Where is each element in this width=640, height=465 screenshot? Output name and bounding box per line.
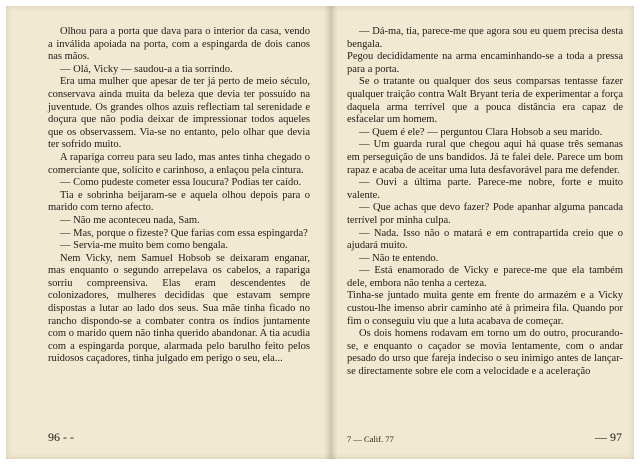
paragraph: — Como pudeste cometer essa loucura? Podias ter caído. <box>60 177 302 189</box>
paragraph: — Mas, porque o fizeste? Que farias com essa espingarda? <box>60 227 308 239</box>
right-page-number: — 97 <box>595 430 622 444</box>
right-page-text <box>347 26 623 379</box>
paragraph: Nem Vicky, nem Samuel Hobsob se deixaram enganar, mas enquanto o segundo arrepelava os cabelos, a rapariga sorriu compreensiva. Elas eram descendentes de colonizadores, mulheres decididas que estavam sempre dispostas a lutar ao lado dos seus. Sua mãe tinha ficado no rancho dispondo-se a combater contra os índios juntamente com o marido quem não tinha querido abandonar. A tia acudia com a espingarda porque, alarmada pelo barulho feito pelos ruidosos caçadores, tinha julgado em perigo o seu, ela... <box>48 252 310 365</box>
paragraph: — Servia-me muito bem como bengala. <box>60 240 228 252</box>
paragraph: — Não te entendo. <box>359 252 439 264</box>
paragraph: — Olá, Vicky — saudou-a a tia sorrindo. <box>60 63 233 75</box>
paragraph: — Que achas que devo fazer? Pode apanhar alguma pancada terrível por minha culpa. <box>347 202 623 226</box>
paragraph: — Está enamorado de Vicky e parece-me que ela também dele, embora não tenha a certeza. <box>347 265 623 289</box>
paragraph: Olhou para a porta que dava para o interior da casa, vendo a inválida apoiada na porta, com a espingarda de dois canos nas mãos. <box>48 26 310 63</box>
paragraph: A rapariga correu para seu lado, mas antes tinha chegado o comerciante que, solícito e carinhoso, a enlaçou pela cintura. <box>48 151 310 176</box>
paragraph: — Quem é ele? — perguntou Clara Hobsob a seu marido. <box>359 126 603 138</box>
paragraph: Se o tratante ou qualquer dos seus comparsas tentasse fazer qualquer traição contra Walt Bryant teria de experimentar a força daquela arma terrível que a pouca distância era capaz de esfacelar um homem. <box>347 76 623 126</box>
left-page <box>6 6 324 459</box>
paragraph: Os dois homens rodavam em torno um do outro, procurando-se, e enquanto o caçador se movia lentamente, com o andar pesado do urso que fareja indeciso o seu inimigo antes de lançar-se directamente sobre ele com a velocidade e a aceleração <box>347 328 623 378</box>
paragraph: — Dá-ma, tia, parece-me que agora sou eu quem precisa desta bengala. <box>347 26 623 50</box>
paragraph: — Nada. Isso não o matará e em contrapartida creio que o ajudará muito. <box>347 227 623 252</box>
paragraph: Era uma mulher que apesar de ter já perto de meio século, conservava ainda muita da beleza que devia ter possuído na juventude. Os grandes olhos azuis reflectiam tal serenidade e doçura que não podia deixar de impressionar todos aqueles que os observassem. Via-se no entanto, pelo olhar que devia ter sofrido muito. <box>48 76 310 151</box>
paragraph: — Um guarda rural que chegou aqui há quase três semanas em perseguição de uns bandidos. Já te falei dele. Parece um bom rapaz e acaba de aceitar uma luta desfavorável para me defender. <box>347 139 623 176</box>
left-page-number: 96 - - <box>48 430 74 444</box>
paragraph: Pegou decididamente na arma encaminhando-se a toda a pressa para a porta. <box>347 51 623 75</box>
right-page <box>336 6 634 459</box>
left-page-text <box>48 26 310 366</box>
book-spread <box>6 6 634 459</box>
printer-signature: 7 — Calif. 77 <box>347 434 394 444</box>
paragraph: Tia e sobrinha beijaram-se e aquela olhou depois para o marido com terno afecto. <box>48 189 310 214</box>
paragraph: — Não me aconteceu nada, Sam. <box>60 214 200 226</box>
paragraph: Tinha-se juntado muita gente em frente do armazém e a Vicky custou-lhe imenso abrir caminho até à primeira fila. Quando por fim o conseguiu viu que a luta acabava de começar. <box>347 290 623 327</box>
paragraph: — Ouvi a última parte. Parece-me nobre, forte e muito valente. <box>347 177 623 201</box>
